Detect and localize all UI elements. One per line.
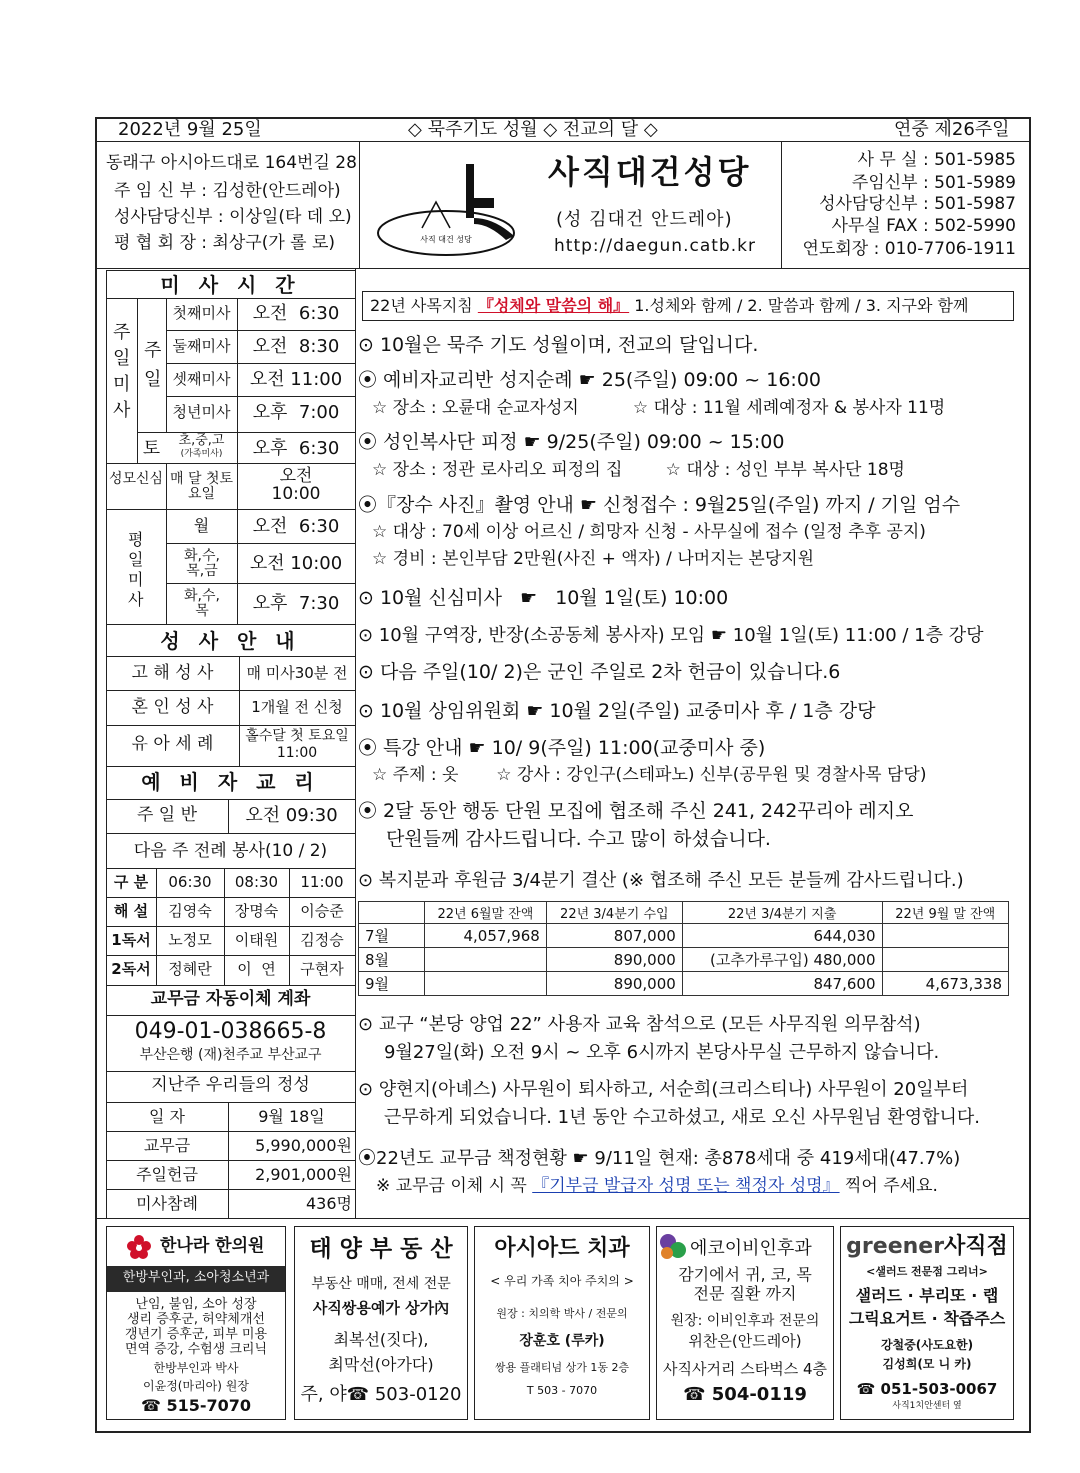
- weekday-row-1-time: 오전 6:30: [252, 516, 340, 537]
- welfare-row-2-sept: [882, 948, 1009, 972]
- council-president-line: 평 협 회 장 : 최상구(가 롤 로): [114, 233, 336, 253]
- notice-retreat-detail: ☆ 장소 : 정관 로사리오 피정의 집 ☆ 대상 : 성인 부부 복사단 18명: [372, 460, 905, 480]
- first-saturday-time-a: 오전: [279, 466, 313, 486]
- offering-date-value: 9월 18일: [258, 1107, 325, 1126]
- notice-staff-change-1: ⊙ 양현지(아녜스) 사무원이 퇴사하고, 서순희(크리스티나) 사무원이 20일부터: [358, 1079, 969, 1100]
- mass-row-3-name: 셋째미사: [172, 370, 231, 388]
- welfare-row-2-june: [425, 948, 547, 972]
- marian-devotion-label: 성모신심: [108, 471, 164, 487]
- notice-dues-status: ⦿22년도 교무금 책정현황 ☛ 9/11일 현재: 총878세대 중 419세대(47.7%): [358, 1148, 961, 1169]
- bulletin-date: 2022년 9월 25일: [118, 119, 262, 140]
- weekday-row-3-day: 화,수, 목: [184, 588, 220, 619]
- ad3-line-4: 쌍용 플래티넘 상가 1동 2층: [494, 1361, 630, 1374]
- servers-row-3-role: 2독서: [111, 960, 151, 978]
- mass-row-4-name: 청년미사: [172, 403, 231, 421]
- ad1-line-2: 생리 증후군, 허약체개선: [127, 1312, 265, 1327]
- first-saturday-label: 매 달 첫토요일: [170, 471, 233, 503]
- welfare-row-3-expense: 847,600: [682, 972, 882, 996]
- notice-legio-thanks-1: ⦿ 2달 동안 행동 단원 모집에 협조해 주신 241, 242꾸리아 레지오: [358, 800, 914, 822]
- sacrament-title: 성 사 안 내: [160, 629, 301, 653]
- notice-welfare-settlement: ⊙ 복지분과 후원금 3/4분기 결산 (※ 협조해 주신 모든 분들께 감사드립니다.): [358, 870, 964, 891]
- contact-assistant: 성사담당신부 : 501-5987: [819, 194, 1016, 214]
- notice-military-sunday: ⊙ 다음 주일(10/ 2)은 군인 주일로 2차 헌금이 있습니다.6: [358, 661, 841, 683]
- account-bank: 부산은행 (재)천주교 부산교구: [139, 1047, 322, 1063]
- servers-row-2-col-1: 노정모: [168, 931, 212, 949]
- sunday-sub-label: 주일: [144, 340, 162, 390]
- notice-standing-committee: ⊙ 10월 상임위원회 ☛ 10월 2일(주일) 교중미사 후 / 1층 강당: [358, 700, 876, 722]
- ad1-line-1: 난임, 불임, 소아 성장: [135, 1297, 257, 1312]
- mass-times-title: 미 사 시 간: [160, 273, 301, 297]
- notice-staff-change-2: 근무하게 되었습니다. 1년 동안 수고하셨고, 새로 오신 사무원님 환영합니다.: [384, 1107, 981, 1128]
- ad5-phone: ☎ 051-503-0067: [856, 1380, 998, 1398]
- ad4-name: 에코이비인후과: [690, 1238, 812, 1259]
- ad4-line-2: 전문 질환 까지: [693, 1284, 797, 1303]
- mass-row-1-name: 첫째미사: [172, 304, 231, 322]
- saturday-mass-time: 오후 6:30: [252, 438, 340, 459]
- welfare-row-2-income: 890,000: [546, 948, 682, 972]
- welfare-header-sept-balance: 22년 9월 말 잔액: [882, 902, 1009, 924]
- servers-row-3-col-2: 이 연: [237, 960, 276, 978]
- ad4-line-5: 사직사거리 스타벅스 4층: [663, 1360, 827, 1378]
- servers-header-time-1: 06:30: [168, 873, 212, 891]
- notice-altar-server-retreat: ⦿ 성인복사단 피정 ☛ 9/25(주일) 09:00 ~ 15:00: [358, 431, 785, 453]
- weekday-row-1-day: 월: [193, 516, 210, 535]
- offering-attendance-value: 436명: [306, 1194, 352, 1213]
- ad4-line-4: 위찬은(안드레아): [688, 1332, 802, 1350]
- ad4-line-1: 감기에서 귀, 코, 목: [678, 1265, 812, 1284]
- infant-baptism-label: 유 아 세 례: [131, 734, 214, 754]
- notice-devotion-mass: ⊙ 10월 신심미사 ☛ 10월 1일(토) 10:00: [358, 587, 729, 609]
- ad5-line-4: 강철중(사도요한): [880, 1338, 974, 1352]
- welfare-row-3-sept: 4,673,338: [882, 972, 1009, 996]
- mass-row-4-time: 오후 7:00: [252, 402, 340, 423]
- ad2-phone: 주, 야☎ 503-0120: [300, 1384, 462, 1405]
- welfare-row-3-june: [425, 972, 547, 996]
- welfare-header-june-balance: 22년 6월말 잔액: [425, 902, 547, 924]
- ad5-line-5: 김성희(모 니 카): [882, 1357, 972, 1371]
- ad3-line-3: 장훈호 (루카): [519, 1333, 605, 1349]
- notice-district-meeting: ⊙ 10월 구역장, 반장(소공동체 봉사자) 모임 ☛ 10월 1일(토) 11:00 / 1층 강당: [358, 625, 984, 646]
- ad5-name: greener사직점: [846, 1234, 1008, 1259]
- servers-header-time-3: 11:00: [300, 873, 344, 891]
- notice-photo-cost: ☆ 경비 : 본인부담 2만원(사진 + 액자) / 나머지는 본당지원: [372, 549, 815, 569]
- first-saturday-time-b: 10:00: [271, 484, 321, 504]
- ad5-line-2: 샐러드 · 부리또 · 랩: [855, 1286, 999, 1305]
- liturgy-servers-title: 다음 주 전례 봉사(10 / 2): [133, 841, 328, 861]
- marriage-label: 혼 인 성 사: [131, 697, 214, 717]
- offering-collection-label: 주일헌금: [136, 1165, 198, 1184]
- welfare-row-1-june: 4,057,968: [425, 924, 547, 948]
- catechumen-title: 예 비 자 교 리: [141, 770, 320, 794]
- welfare-header-blank: [359, 902, 425, 924]
- ad4-line-3: 원장: 이비인후과 전문의: [670, 1313, 820, 1329]
- notice-pilgrimage-detail: ☆ 장소 : 오륜대 순교자성지 ☆ 대상 : 11월 세례예정자 & 봉사자 11명: [372, 398, 946, 418]
- offering-attendance-label: 미사참례: [136, 1194, 198, 1213]
- welfare-row-2-month: 8월: [359, 948, 425, 972]
- logo-text: 사직 대건 성당: [420, 235, 472, 244]
- confession-value: 매 미사30분 전: [246, 664, 348, 682]
- mass-row-2-time: 오전 8:30: [252, 336, 340, 357]
- church-patron: (성 김대건 안드레아): [556, 209, 733, 230]
- weekday-mass-group-label: 평일미사: [128, 530, 144, 609]
- offering-collection-value: 2,901,000원: [255, 1165, 352, 1184]
- church-website[interactable]: http://daegun.catb.kr: [554, 236, 756, 256]
- ad1-name: 한나라 한의원: [160, 1236, 265, 1256]
- ad3-line-1: < 우리 가족 치아 주치의 >: [490, 1274, 634, 1288]
- ad1-line-4: 면역 증강, 수험생 크리닉: [124, 1342, 268, 1357]
- notice-special-lecture: ⦿ 특강 안내 ☛ 10/ 9(주일) 11:00(교중미사 중): [358, 737, 766, 759]
- notice-office-closed-1: ⊙ 교구 “본당 양업 22” 사용자 교육 참석으로 (모든 사무직원 의무참석): [358, 1014, 921, 1035]
- notice-longevity-photo: ⦿『장수 사진』촬영 안내 ☛ 신청접수 : 9월25일(주일) 까지 / 기일 엄수: [358, 494, 961, 516]
- offering-title: 지난주 우리들의 정성: [151, 1075, 310, 1095]
- servers-row-1-col-3: 이승준: [300, 902, 344, 920]
- ad5-line-3: 그릭요거트 · 착즙주스: [848, 1309, 1006, 1328]
- mass-row-1-time: 오전 6:30: [252, 303, 340, 324]
- notice-dues-transfer-note: ※ 교무금 이체 시 꼭 『기부금 발급자 성명 또는 책정자 성명』 찍어 주세요.: [376, 1176, 938, 1196]
- church-name: 사직대건성당: [548, 153, 752, 191]
- welfare-header-q3-expense: 22년 3/4분기 지출: [682, 902, 882, 924]
- welfare-row-1-income: 807,000: [546, 924, 682, 948]
- ad3-line-2: 원장 : 치의학 박사 / 전문의: [496, 1307, 628, 1320]
- liturgical-week: 연중 제26주일: [894, 119, 1010, 140]
- notice-pilgrimage: ⦿ 예비자교리반 성지순례 ☛ 25(주일) 09:00 ~ 16:00: [358, 369, 821, 391]
- weekday-row-2-time: 오전 10:00: [249, 553, 343, 574]
- pastoral-guideline: 22년 사목지침 『성체와 말씀의 해』 1.성체와 함께 / 2. 말씀과 함께 / 3. 지구와 함께: [370, 296, 969, 315]
- ad2-line-2: 사직쌍용예가 상가內: [312, 1299, 450, 1317]
- offering-dues-value: 5,990,000원: [255, 1136, 352, 1155]
- welfare-row-1-month: 7월: [359, 924, 425, 948]
- saturday-mass-note: (가족미사): [180, 449, 223, 459]
- ad1-line-3: 갱년기 증후군, 피부 미용: [124, 1327, 268, 1342]
- contact-fax: 사무실 FAX : 502-5990: [831, 216, 1016, 236]
- notice-office-closed-2: 9월27일(화) 오전 9시 ~ 오후 6시까지 본당사무실 근무하지 않습니다.: [384, 1042, 940, 1063]
- eco-logo-icon: [658, 1232, 690, 1262]
- ad2-line-1: 부동산 매매, 전세 전문: [311, 1276, 451, 1292]
- servers-row-1-role: 해 설: [113, 902, 149, 920]
- ad4-phone: ☎ 504-0119: [683, 1384, 807, 1405]
- church-logo: [374, 158, 534, 258]
- ad2-name: 태 양 부 동 산: [309, 1236, 453, 1262]
- notice-photo-target: ☆ 대상 : 70세 이상 어르신 / 희망자 신청 - 사무실에 접수 (일정 추후 공지): [372, 522, 926, 542]
- sunday-mass-group-label: 주일미사: [113, 322, 131, 422]
- welfare-header-q3-income: 22년 3/4분기 수입: [546, 902, 682, 924]
- welfare-row-2-expense: (고추가루구입) 480,000: [682, 948, 882, 972]
- welfare-row-1-sept: [882, 924, 1009, 948]
- servers-row-1-col-2: 장명숙: [234, 902, 279, 920]
- contact-office: 사 무 실 : 501-5985: [857, 150, 1016, 170]
- servers-row-2-role: 1독서: [111, 931, 151, 949]
- servers-header-category: 구 분: [113, 873, 149, 891]
- ad1-band-text: 한방부인과, 소아청소년과: [122, 1270, 270, 1285]
- weekday-row-3-time: 오후 7:30: [252, 593, 340, 614]
- servers-row-2-col-2: 이태원: [234, 931, 279, 949]
- welfare-table: [358, 901, 1009, 996]
- ad5-line-1: <샐러드 전문점 그리너>: [866, 1265, 988, 1278]
- servers-row-1-col-1: 김영숙: [168, 902, 212, 920]
- contact-memorial: 연도회장 : 010-7706-1911: [802, 239, 1016, 259]
- infant-baptism-value-b: 11:00: [276, 745, 318, 761]
- offering-date-label: 일 자: [149, 1107, 185, 1126]
- welfare-row-3-income: 890,000: [546, 972, 682, 996]
- account-number: 049-01-038665-8: [134, 1019, 327, 1044]
- notice-legio-thanks-2: 단원들께 감사드립니다. 수고 많이 하셨습니다.: [386, 828, 771, 850]
- ad1-line-5: 한방부인과 박사: [153, 1361, 239, 1375]
- flower-logo-icon: [124, 1232, 154, 1262]
- servers-row-3-col-1: 정혜란: [168, 960, 212, 978]
- auto-transfer-title: 교무금 자동이체 계좌: [150, 989, 311, 1009]
- infant-baptism-value-a: 홀수달 첫 토요일: [245, 728, 349, 744]
- catechumen-class-time: 오전 09:30: [245, 805, 338, 826]
- pastor-line: 주 임 신 부 : 김성한(안드레아): [114, 181, 341, 201]
- mass-row-2-name: 둘째미사: [172, 337, 231, 355]
- mass-row-3-time: 오전 11:00: [249, 369, 343, 390]
- notice-rosary-month: ⊙ 10월은 묵주 기도 성월이며, 전교의 달입니다.: [358, 334, 759, 356]
- saturday-mass-name: 초,중,고: [178, 433, 225, 448]
- notice-lecture-detail: ☆ 주제 : 옷 ☆ 강사 : 강인구(스테파노) 신부(공무원 및 경찰사목 담당): [372, 765, 927, 785]
- offering-dues-label: 교무금: [143, 1136, 191, 1155]
- ad2-line-3: 최복선(짓다),: [333, 1330, 429, 1349]
- contact-pastor: 주임신부 : 501-5989: [851, 173, 1016, 193]
- assistant-priest-line: 성사담당신부 : 이상일(타 데 오): [114, 207, 352, 227]
- weekday-row-2-day: 화,수, 목,금: [184, 548, 220, 579]
- ad1-line-6: 이윤정(마리아) 원장: [143, 1379, 249, 1393]
- saturday-label: 토: [142, 438, 161, 459]
- marriage-value: 1개월 전 신청: [251, 698, 343, 716]
- ad5-line-6: 사직1치안센터 옆: [892, 1401, 962, 1411]
- ad2-line-4: 최막선(아가다): [328, 1355, 434, 1374]
- ad1-phone: ☎ 515-7070: [140, 1396, 252, 1415]
- welfare-row-1-expense: 644,030: [682, 924, 882, 948]
- monthly-theme: ◇ 묵주기도 성월 ◇ 전교의 달 ◇: [408, 119, 658, 140]
- confession-label: 고 해 성 사: [131, 663, 214, 683]
- servers-header-time-2: 08:30: [234, 873, 279, 891]
- servers-row-3-col-3: 구현자: [300, 960, 344, 978]
- ad3-phone: T 503 - 7070: [526, 1384, 598, 1397]
- catechumen-class-label: 주 일 반: [136, 805, 198, 825]
- church-address: 동래구 아시아드대로 164번길 28: [106, 153, 357, 173]
- servers-row-2-col-3: 김정승: [300, 931, 344, 949]
- welfare-row-3-month: 9월: [359, 972, 425, 996]
- ad3-name: 아시아드 치과: [494, 1236, 630, 1261]
